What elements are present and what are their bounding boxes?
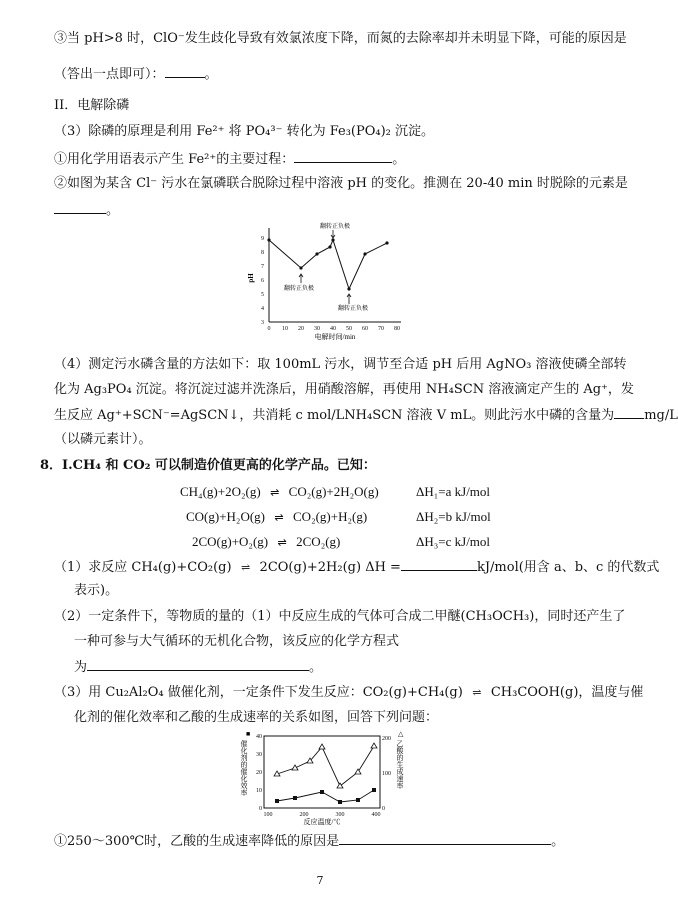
text-span: （1）求反应 CH₄(g)+CO₂(g) — [54, 560, 232, 575]
text-span: 。 — [309, 660, 323, 675]
catalyst-chart — [238, 728, 410, 824]
text-line: （4）测定污水磷含量的方法如下：取 100mL 污水，调节至合适 pH 后用 AgNO₃ 溶液使磷全部转 — [54, 357, 627, 372]
answer-blank[interactable] — [165, 65, 205, 78]
data-point — [299, 266, 302, 269]
eq-left: CO(g)+H₂O(g) — [186, 509, 266, 524]
text-line: （以磷元素计）。 — [54, 432, 152, 447]
x-tick-label: 60 — [362, 326, 368, 332]
text-span: 。 — [551, 834, 565, 849]
text-span: （答出一点即可）： — [54, 67, 165, 82]
answer-blank[interactable] — [614, 406, 644, 419]
eq-left: 2CO(g)+O₂(g) — [192, 534, 269, 549]
y-tick-label: 6 — [261, 278, 264, 284]
y-tick-label: 3 — [261, 320, 264, 326]
x-axis-label: 反应温度/℃ — [303, 818, 341, 826]
rate-point — [337, 783, 343, 788]
text-span: 2CO(g)+2H₂(g) ΔH = — [259, 560, 401, 575]
y-tick-label: 0 — [259, 806, 262, 812]
y-tick-label: 30 — [256, 752, 262, 758]
data-point — [328, 245, 331, 248]
equation-1 — [180, 483, 379, 502]
x-tick-label: 100 — [263, 812, 273, 818]
x-tick-label: 400 — [371, 812, 381, 818]
text-span: （3）用 Cu₂Al₂O₄ 做催化剂，一定条件下发生反应：CO₂(g)+CH₄(g) — [54, 685, 463, 700]
text-span: ①250～300℃时，乙酸的生成速率降低的原因是 — [54, 834, 340, 849]
data-point — [363, 252, 366, 255]
right-marker: △ — [398, 730, 404, 738]
y-tick-label: 0 — [382, 806, 385, 812]
x-tick-label: 40 — [330, 326, 336, 332]
ph-series-line — [269, 240, 387, 289]
efficiency-point — [293, 796, 297, 800]
ph-chart — [245, 222, 415, 350]
text-line: 化剂的催化效率和乙酸的生成速率的关系如图，回答下列问题： — [74, 710, 439, 725]
efficiency-point — [320, 790, 324, 794]
equilibrium-arrow-icon: ⇌ — [472, 686, 482, 699]
annotation: 翻转正负极 — [319, 224, 351, 230]
text-line: （2）一定条件下，等物质的量的（1）中反应生成的气体可合成二甲醚(CH₃OCH₃)，同时还产生了 — [54, 609, 626, 624]
text-line: 一种可参与大气循环的无机化合物，该反应的化学方程式 — [74, 634, 400, 649]
eq-left: CH₄(g)+2O₂(g) — [180, 484, 261, 499]
equilibrium-arrow-icon: ⇌ — [270, 487, 280, 499]
y-tick-label: 20 — [256, 770, 262, 776]
text-span: kJ/mol(用含 a、b、c 的代数式 — [476, 560, 660, 575]
annotation: 翻转正负极 — [283, 286, 315, 292]
text-span: mg/L — [644, 408, 678, 423]
text-line — [54, 201, 119, 220]
rate-point — [319, 744, 325, 749]
y-axis-label-left: 催化剂的催化效率 — [240, 740, 248, 796]
eq-right: CO₂(g)+2H₂O(g) — [288, 484, 379, 499]
data-point — [267, 238, 270, 241]
equilibrium-arrow-icon: ⇌ — [240, 561, 251, 574]
eq-right: 2CO₂(g) — [296, 534, 341, 549]
equation-3 — [192, 533, 340, 552]
text-span: 为 — [74, 660, 88, 675]
y-tick-label: 40 — [256, 734, 262, 740]
x-tick-label: 80 — [394, 326, 400, 332]
answer-blank[interactable] — [294, 150, 392, 163]
x-tick-label: 10 — [282, 326, 288, 332]
text-span: 生反应 Ag⁺+SCN⁻=AgSCN↓，共消耗 c mol/LNH₄SCN 溶液 V mL。则此污水中磷的含量为 — [54, 408, 615, 423]
text-line — [54, 684, 643, 702]
answer-blank[interactable] — [87, 658, 309, 671]
y-tick-label: 200 — [382, 736, 391, 742]
question-intro: 8．I.CH₄ 和 CO₂ 可以制造价值更高的化学产品。已知： — [40, 458, 376, 473]
y-tick-label: 10 — [256, 788, 262, 794]
text-line — [54, 65, 218, 84]
y-axis-label-right: 乙酸的生成速率 — [396, 740, 404, 789]
x-tick-label: 300 — [335, 812, 345, 818]
text-line: （3）除磷的原理是利用 Fe²⁺ 将 PO₄³⁻ 转化为 Fe₃(PO₄)₂ 沉淀。 — [54, 124, 435, 139]
section-title: II．电解除磷 — [54, 98, 130, 113]
text-line: ③当 pH>8 时，ClO⁻发生歧化导致有效氯浓度下降，而氮的去除率却并未明显下降，可能的原因是 — [54, 31, 627, 46]
x-tick-label: 70 — [378, 326, 384, 332]
y-tick-label: 9 — [261, 236, 264, 242]
text-line — [54, 832, 564, 851]
text-span: 。 — [106, 203, 120, 218]
answer-blank[interactable] — [339, 832, 551, 845]
x-axis-label: 电解时间/min — [314, 333, 356, 341]
data-point — [385, 241, 388, 244]
text-span: 。 — [204, 67, 218, 82]
rate-point — [371, 743, 377, 748]
x-tick-label: 50 — [346, 326, 352, 332]
x-tick-label: 30 — [314, 326, 320, 332]
text-line: ②如图为某含 Cl⁻ 污水在氯磷联合脱除过程中溶液 pH 的变化。推测在 20-40 min 时脱除的元素是 — [54, 176, 628, 191]
y-tick-label: 100 — [382, 771, 391, 777]
data-point — [315, 252, 318, 255]
y-tick-label: 7 — [261, 264, 264, 270]
enthalpy-3: ΔH₃=c kJ/mol — [416, 534, 491, 549]
answer-blank[interactable] — [401, 558, 477, 571]
x-tick-label: 200 — [299, 812, 309, 818]
data-point — [347, 287, 350, 290]
x-tick-label: 0 — [267, 326, 271, 332]
rate-series-line — [277, 746, 374, 786]
left-marker: ■ — [246, 730, 251, 738]
text-span: ①用化学用语表示产生 Fe²⁺的主要过程： — [54, 152, 295, 167]
annotation: 翻转正负极 — [337, 306, 369, 312]
y-tick-label: 5 — [261, 292, 264, 298]
text-line: 化为 Ag₃PO₄ 沉淀。将沉淀过滤并洗涤后，用硝酸溶解，再使用 NH₄SCN 溶液滴定产生的 Ag⁺，发 — [54, 382, 634, 397]
eq-right: CO₂(g)+H₂(g) — [293, 509, 368, 524]
y-tick-label: 4 — [261, 306, 264, 312]
text-span: 。 — [392, 152, 406, 167]
y-tick-label: 8 — [261, 250, 264, 256]
answer-blank[interactable] — [54, 201, 106, 214]
equilibrium-arrow-icon: ⇌ — [277, 537, 287, 549]
enthalpy-1: ΔH₁=a kJ/mol — [416, 484, 491, 499]
x-tick-label: 20 — [298, 326, 304, 332]
y-axis-label: pH — [247, 273, 255, 283]
efficiency-point — [372, 788, 376, 792]
text-line — [74, 658, 322, 677]
equation-2 — [186, 508, 367, 527]
text-line — [54, 558, 659, 577]
efficiency-point — [338, 800, 342, 804]
rate-point — [355, 769, 361, 774]
data-point — [331, 238, 334, 241]
text-line — [54, 150, 405, 169]
equilibrium-arrow-icon: ⇌ — [274, 512, 284, 524]
efficiency-point — [356, 798, 360, 802]
efficiency-point — [275, 799, 279, 803]
text-span: CH₃COOH(g)，温度与催 — [490, 685, 644, 700]
text-line: 表示)。 — [74, 583, 119, 598]
enthalpy-2: ΔH₂=b kJ/mol — [416, 509, 491, 524]
page-number: 7 — [316, 874, 324, 887]
text-line — [54, 406, 678, 425]
